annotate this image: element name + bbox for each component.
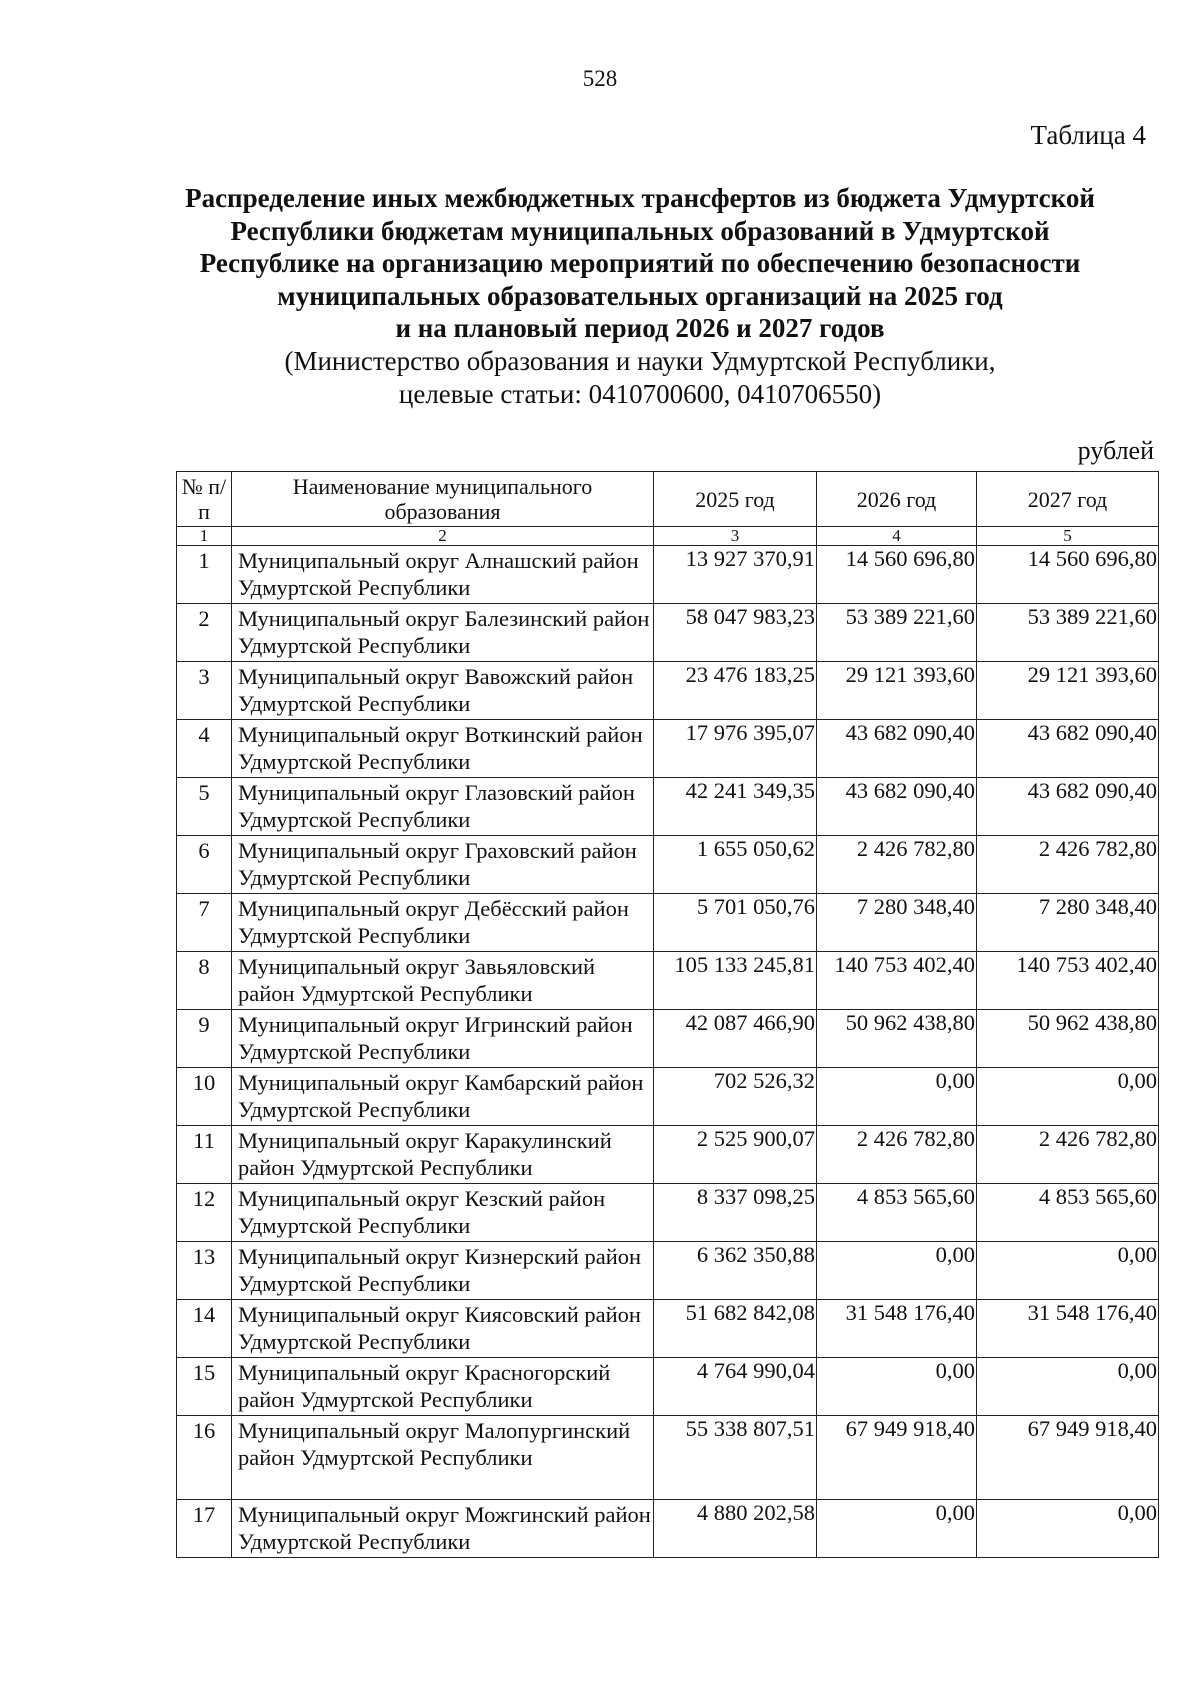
amount-2025-cell: 4 764 990,04 bbox=[654, 1358, 817, 1416]
table-row bbox=[177, 1416, 1159, 1500]
table-row bbox=[177, 1358, 1159, 1416]
amount-2026-cell: 29 121 393,60 bbox=[817, 662, 977, 720]
amount-2026-cell: 0,00 bbox=[817, 1242, 977, 1300]
amount-2026-cell: 2 426 782,80 bbox=[817, 836, 977, 894]
municipality-name-cell: Муниципальный округ Балезинский район Удмуртской Республики bbox=[232, 604, 654, 662]
title-line: Распределение иных межбюджетных трансфертов из бюджета Удмуртской bbox=[185, 183, 1095, 213]
amount-2027-cell: 140 753 402,40 bbox=[977, 952, 1159, 1010]
table-row bbox=[177, 662, 1159, 720]
table-row bbox=[177, 604, 1159, 662]
amount-2025-cell: 6 362 350,88 bbox=[654, 1242, 817, 1300]
row-number-cell: 13 bbox=[177, 1242, 232, 1300]
amount-2027-cell: 0,00 bbox=[977, 1500, 1159, 1558]
table-row bbox=[177, 720, 1159, 778]
amount-2025-cell: 105 133 245,81 bbox=[654, 952, 817, 1010]
amount-2027-cell: 31 548 176,40 bbox=[977, 1300, 1159, 1358]
title-line: муниципальных образовательных организаций на 2025 год bbox=[277, 280, 1003, 311]
table-row bbox=[177, 894, 1159, 952]
header-2026: 2026 год bbox=[817, 472, 977, 527]
row-number-cell: 8 bbox=[177, 952, 232, 1010]
table-row bbox=[177, 1184, 1159, 1242]
row-number-cell: 2 bbox=[177, 604, 232, 662]
header-name: Наименование муниципального образования bbox=[232, 472, 654, 527]
column-number: 5 bbox=[977, 527, 1159, 546]
municipality-name-cell: Муниципальный округ Глазовский район Удмуртской Республики bbox=[232, 778, 654, 836]
table-row bbox=[177, 952, 1159, 1010]
row-number-cell: 3 bbox=[177, 662, 232, 720]
amount-2025-cell: 55 338 807,51 bbox=[654, 1416, 817, 1500]
amount-2025-cell: 17 976 395,07 bbox=[654, 720, 817, 778]
column-number-row bbox=[177, 527, 1159, 546]
amount-2026-cell: 14 560 696,80 bbox=[817, 546, 977, 604]
table-row bbox=[177, 1010, 1159, 1068]
amount-2027-cell: 7 280 348,40 bbox=[977, 894, 1159, 952]
municipality-name-cell: Муниципальный округ Каракулинский район Удмуртской Республики bbox=[232, 1126, 654, 1184]
amount-2025-cell: 42 087 466,90 bbox=[654, 1010, 817, 1068]
header-2027: 2027 год bbox=[977, 472, 1159, 527]
table-row bbox=[177, 1068, 1159, 1126]
amount-2025-cell: 1 655 050,62 bbox=[654, 836, 817, 894]
table-row bbox=[177, 778, 1159, 836]
amount-2026-cell: 0,00 bbox=[817, 1068, 977, 1126]
amount-2026-cell: 2 426 782,80 bbox=[817, 1126, 977, 1184]
page-number: 528 bbox=[582, 66, 618, 91]
amount-2026-cell: 0,00 bbox=[817, 1358, 977, 1416]
row-number-cell: 17 bbox=[177, 1500, 232, 1558]
amount-2027-cell: 0,00 bbox=[977, 1242, 1159, 1300]
amount-2025-cell: 5 701 050,76 bbox=[654, 894, 817, 952]
table-row bbox=[177, 1126, 1159, 1184]
amount-2026-cell: 140 753 402,40 bbox=[817, 952, 977, 1010]
amount-2027-cell: 29 121 393,60 bbox=[977, 662, 1159, 720]
row-number-cell: 16 bbox=[177, 1416, 232, 1500]
amount-2025-cell: 702 526,32 bbox=[654, 1068, 817, 1126]
amount-2025-cell: 51 682 842,08 bbox=[654, 1300, 817, 1358]
amount-2027-cell: 67 949 918,40 bbox=[977, 1416, 1159, 1500]
amount-2026-cell: 31 548 176,40 bbox=[817, 1300, 977, 1358]
title-line: Республике на организацию мероприятий по обеспечению безопасности bbox=[199, 248, 1081, 278]
row-number-cell: 4 bbox=[177, 720, 232, 778]
amount-2027-cell: 53 389 221,60 bbox=[977, 604, 1159, 662]
amount-2026-cell: 0,00 bbox=[817, 1500, 977, 1558]
municipality-name-cell: Муниципальный округ Кизнерский район Удмуртской Республики bbox=[232, 1242, 654, 1300]
header-row bbox=[177, 472, 1159, 527]
municipality-name-cell: Муниципальный округ Дебёсский район Удмуртской Республики bbox=[232, 894, 654, 952]
subtitle-line: целевые статьи: 0410700600, 0410706550) bbox=[398, 378, 882, 409]
municipality-name-cell: Муниципальный округ Киясовский район Удмуртской Республики bbox=[232, 1300, 654, 1358]
amount-2026-cell: 7 280 348,40 bbox=[817, 894, 977, 952]
amount-2026-cell: 50 962 438,80 bbox=[817, 1010, 977, 1068]
units-label: рублей bbox=[1077, 436, 1154, 465]
column-number: 3 bbox=[654, 527, 817, 546]
municipality-name-cell: Муниципальный округ Граховский район Удмуртской Республики bbox=[232, 836, 654, 894]
amount-2026-cell: 43 682 090,40 bbox=[817, 720, 977, 778]
amount-2026-cell: 4 853 565,60 bbox=[817, 1184, 977, 1242]
amount-2027-cell: 2 426 782,80 bbox=[977, 1126, 1159, 1184]
amount-2027-cell: 4 853 565,60 bbox=[977, 1184, 1159, 1242]
amount-2025-cell: 42 241 349,35 bbox=[654, 778, 817, 836]
amount-2027-cell: 43 682 090,40 bbox=[977, 778, 1159, 836]
row-number-cell: 9 bbox=[177, 1010, 232, 1068]
municipality-name-cell: Муниципальный округ Игринский район Удмуртской Республики bbox=[232, 1010, 654, 1068]
document-title bbox=[160, 182, 1120, 411]
amount-2027-cell: 0,00 bbox=[977, 1068, 1159, 1126]
municipality-name-cell: Муниципальный округ Камбарский район Удмуртской Республики bbox=[232, 1068, 654, 1126]
table-row bbox=[177, 1300, 1159, 1358]
row-number-cell: 6 bbox=[177, 836, 232, 894]
table-row bbox=[177, 1500, 1159, 1558]
amount-2027-cell: 14 560 696,80 bbox=[977, 546, 1159, 604]
table-row bbox=[177, 1242, 1159, 1300]
amount-2027-cell: 50 962 438,80 bbox=[977, 1010, 1159, 1068]
row-number-cell: 10 bbox=[177, 1068, 232, 1126]
municipality-name-cell: Муниципальный округ Вавожский район Удмуртской Республики bbox=[232, 662, 654, 720]
amount-2026-cell: 53 389 221,60 bbox=[817, 604, 977, 662]
amount-2027-cell: 0,00 bbox=[977, 1358, 1159, 1416]
column-number: 2 bbox=[232, 527, 654, 546]
title-line: Республики бюджетам муниципальных образований в Удмуртской bbox=[230, 215, 1050, 246]
municipality-name-cell: Муниципальный округ Красногорский район Удмуртской Республики bbox=[232, 1358, 654, 1416]
municipality-name-cell: Муниципальный округ Можгинский район Удмуртской Республики bbox=[232, 1500, 654, 1558]
column-number: 1 bbox=[177, 527, 232, 546]
amount-2025-cell: 23 476 183,25 bbox=[654, 662, 817, 720]
amount-2025-cell: 58 047 983,23 bbox=[654, 604, 817, 662]
transfers-table bbox=[176, 471, 1159, 1558]
row-number-cell: 14 bbox=[177, 1300, 232, 1358]
amount-2025-cell: 2 525 900,07 bbox=[654, 1126, 817, 1184]
municipality-name-cell: Муниципальный округ Алнашский район Удмуртской Республики bbox=[232, 546, 654, 604]
header-num: № п/п bbox=[177, 472, 232, 527]
municipality-name-cell: Муниципальный округ Малопургинский район Удмуртской Республики bbox=[232, 1416, 654, 1500]
table-row bbox=[177, 836, 1159, 894]
amount-2027-cell: 43 682 090,40 bbox=[977, 720, 1159, 778]
subtitle-line: (Министерство образования и науки Удмуртской Республики, bbox=[284, 345, 996, 376]
table-row bbox=[177, 546, 1159, 604]
column-number: 4 bbox=[817, 527, 977, 546]
header-2025: 2025 год bbox=[654, 472, 817, 527]
amount-2025-cell: 13 927 370,91 bbox=[654, 546, 817, 604]
row-number-cell: 7 bbox=[177, 894, 232, 952]
municipality-name-cell: Муниципальный округ Завьяловский район Удмуртской Республики bbox=[232, 952, 654, 1010]
amount-2026-cell: 67 949 918,40 bbox=[817, 1416, 977, 1500]
amount-2026-cell: 43 682 090,40 bbox=[817, 778, 977, 836]
row-number-cell: 11 bbox=[177, 1126, 232, 1184]
amount-2025-cell: 8 337 098,25 bbox=[654, 1184, 817, 1242]
title-line: и на плановый период 2026 и 2027 годов bbox=[395, 313, 885, 343]
municipality-name-cell: Муниципальный округ Кезский район Удмуртской Республики bbox=[232, 1184, 654, 1242]
table-label: Таблица 4 bbox=[1030, 120, 1146, 150]
row-number-cell: 12 bbox=[177, 1184, 232, 1242]
table-body bbox=[177, 546, 1159, 1558]
row-number-cell: 15 bbox=[177, 1358, 232, 1416]
amount-2027-cell: 2 426 782,80 bbox=[977, 836, 1159, 894]
row-number-cell: 5 bbox=[177, 778, 232, 836]
municipality-name-cell: Муниципальный округ Воткинский район Удмуртской Республики bbox=[232, 720, 654, 778]
row-number-cell: 1 bbox=[177, 546, 232, 604]
amount-2025-cell: 4 880 202,58 bbox=[654, 1500, 817, 1558]
